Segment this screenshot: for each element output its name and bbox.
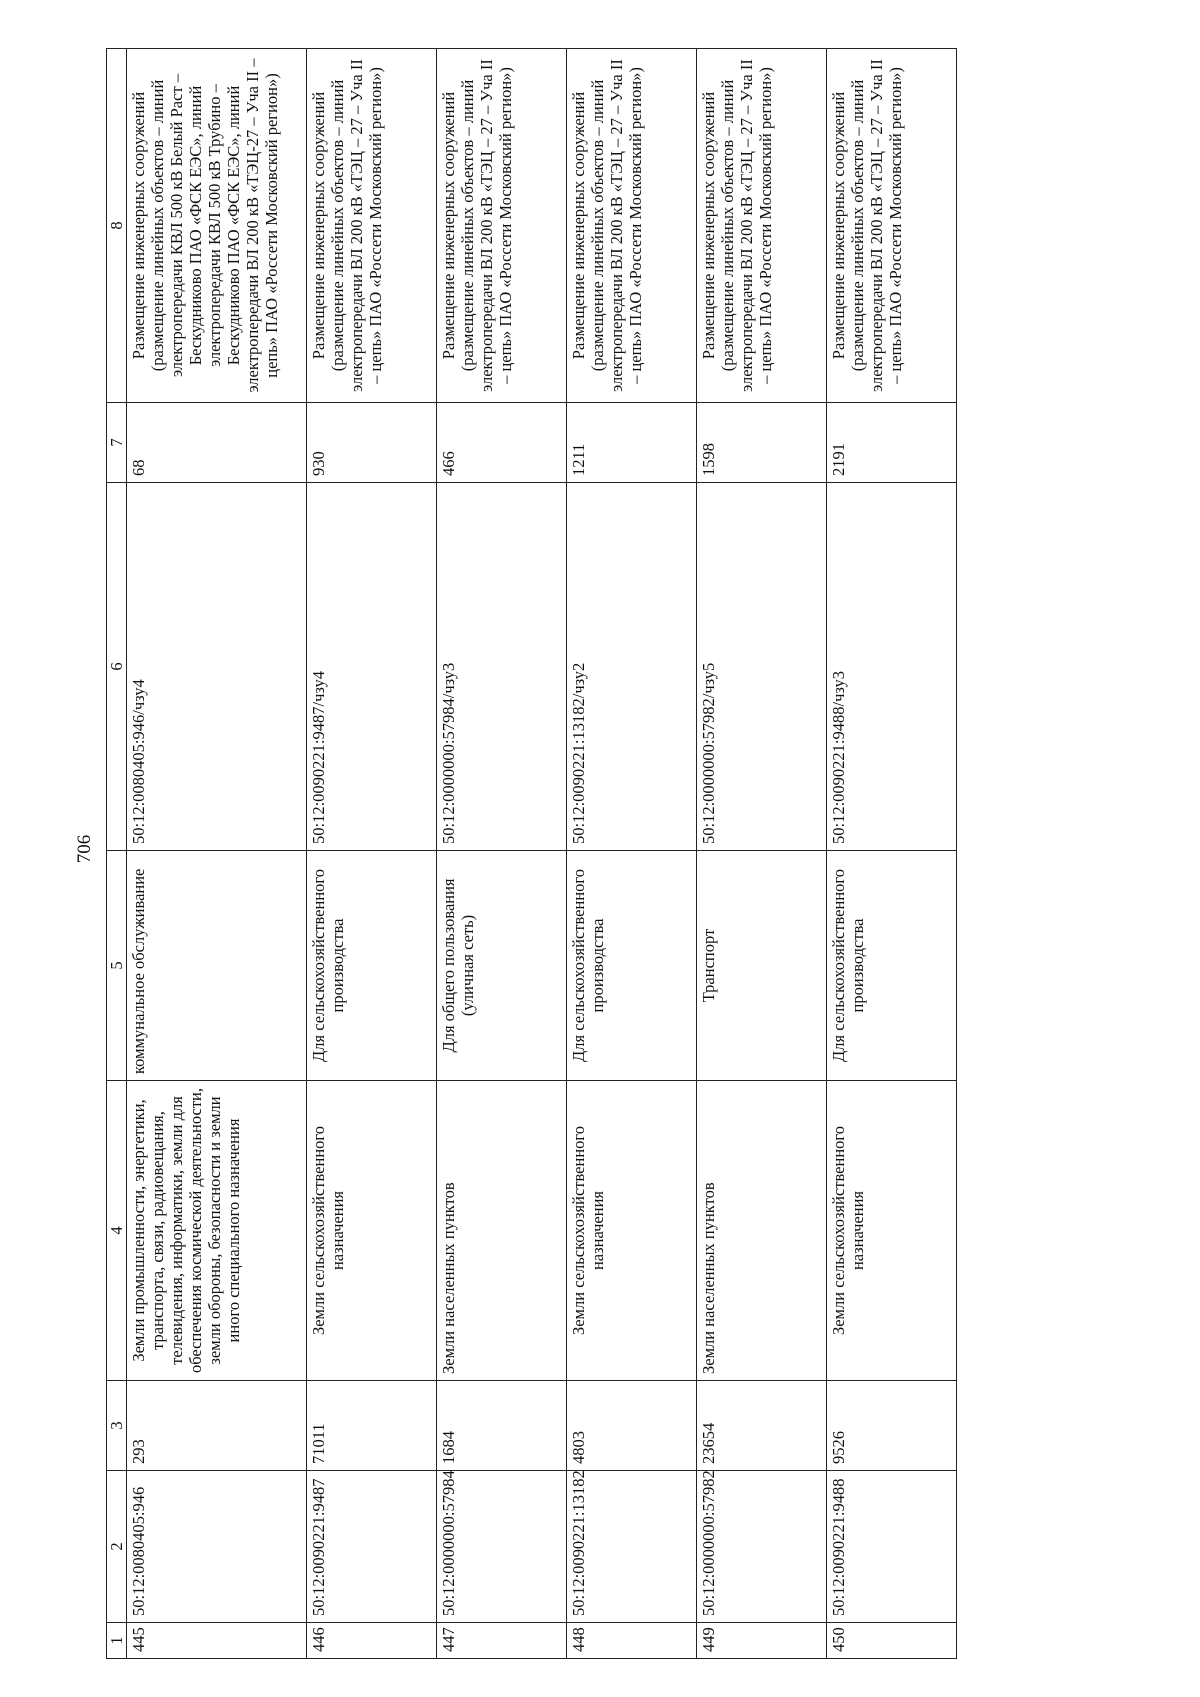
part-area-cell: 466 <box>437 403 567 483</box>
column-header: 3 <box>107 1381 127 1471</box>
cadastral-number-cell: 50:12:0090221:13182 <box>567 1471 697 1623</box>
row-number-cell: 445 <box>127 1623 307 1659</box>
table-row <box>127 49 307 1659</box>
land-category-cell: Земли промышленности, энергетики, транспорта, связи, радиовещания, телевидения, информатики, земли для обеспечения космической деятельности, земли обороны, безопасности и земли иного специального назначения <box>127 1081 307 1381</box>
area-cell: 9526 <box>827 1381 957 1471</box>
purpose-cell: Размещение инженерных сооружений (размещение линейных объектов – линий электропередачи ВЛ 200 кВ «ТЭЦ – 27 – Уча II – цепь» ПАО «Россети Московский регион») <box>307 49 437 403</box>
permitted-use-cell: Транспорт <box>697 851 827 1081</box>
part-area-cell: 1211 <box>567 403 697 483</box>
part-area-cell: 2191 <box>827 403 957 483</box>
table-row <box>437 49 567 1659</box>
page-number: 706 <box>74 834 95 864</box>
permitted-use-cell: Для сельскохозяйственного производства <box>567 851 697 1081</box>
cadastral-number-cell: 50:12:0090221:9488 <box>827 1471 957 1623</box>
land-category-cell: Земли сельскохозяйственного назначения <box>307 1081 437 1381</box>
land-category-cell: Земли населенных пунктов <box>697 1081 827 1381</box>
permitted-use-cell: Для сельскохозяйственного производства <box>827 851 957 1081</box>
part-number-cell: 50:12:0080405:946/чзу4 <box>127 483 307 851</box>
cadastral-number-cell: 50:12:0080405:946 <box>127 1471 307 1623</box>
purpose-cell: Размещение инженерных сооружений (размещение линейных объектов – линий электропередачи КВЛ 500 кВ Белый Раст – Бескудниково ПАО «ФСК ЕЭС», линий электропередачи КВЛ 500 кВ Трубино – Бескудниково ПАО «ФСК ЕЭС», линий электропередачи ВЛ 200 кВ «ТЭЦ-27 – Уча II – цепь» ПАО «Россети Московский регион») <box>127 49 307 403</box>
row-number-cell: 450 <box>827 1623 957 1659</box>
row-number-cell: 449 <box>697 1623 827 1659</box>
row-number-cell: 446 <box>307 1623 437 1659</box>
land-category-cell: Земли населенных пунктов <box>437 1081 567 1381</box>
column-header: 5 <box>107 851 127 1081</box>
permitted-use-cell: Для сельскохозяйственного производства <box>307 851 437 1081</box>
area-cell: 23654 <box>697 1381 827 1471</box>
purpose-cell: Размещение инженерных сооружений (размещение линейных объектов – линий электропередачи ВЛ 200 кВ «ТЭЦ – 27 – Уча II – цепь» ПАО «Россети Московский регион») <box>827 49 957 403</box>
land-plots-table <box>106 48 957 1659</box>
part-area-cell: 1598 <box>697 403 827 483</box>
table-row <box>307 49 437 1659</box>
part-area-cell: 68 <box>127 403 307 483</box>
area-cell: 293 <box>127 1381 307 1471</box>
part-number-cell: 50:12:0090221:9487/чзу4 <box>307 483 437 851</box>
cadastral-number-cell: 50:12:0000000:57984 <box>437 1471 567 1623</box>
column-header: 8 <box>107 49 127 403</box>
part-area-cell: 930 <box>307 403 437 483</box>
part-number-cell: 50:12:0000000:57982/чзу5 <box>697 483 827 851</box>
cadastral-number-cell: 50:12:0090221:9487 <box>307 1471 437 1623</box>
column-header: 2 <box>107 1471 127 1623</box>
table-row <box>827 49 957 1659</box>
purpose-cell: Размещение инженерных сооружений (размещение линейных объектов – линий электропередачи ВЛ 200 кВ «ТЭЦ – 27 – Уча II – цепь» ПАО «Россети Московский регион») <box>697 49 827 403</box>
part-number-cell: 50:12:0000000:57984/чзу3 <box>437 483 567 851</box>
column-header: 4 <box>107 1081 127 1381</box>
permitted-use-cell: Для общего пользования (уличная сеть) <box>437 851 567 1081</box>
land-category-cell: Земли сельскохозяйственного назначения <box>567 1081 697 1381</box>
rotated-content <box>60 29 1140 1669</box>
row-number-cell: 448 <box>567 1623 697 1659</box>
part-number-cell: 50:12:0090221:13182/чзу2 <box>567 483 697 851</box>
column-header: 6 <box>107 483 127 851</box>
permitted-use-cell: коммунальное обслуживание <box>127 851 307 1081</box>
part-number-cell: 50:12:0090221:9488/чзу3 <box>827 483 957 851</box>
purpose-cell: Размещение инженерных сооружений (размещение линейных объектов – линий электропередачи ВЛ 200 кВ «ТЭЦ – 27 – Уча II – цепь» ПАО «Россети Московский регион») <box>567 49 697 403</box>
cadastral-number-cell: 50:12:0000000:57982 <box>697 1471 827 1623</box>
area-cell: 1684 <box>437 1381 567 1471</box>
area-cell: 71011 <box>307 1381 437 1471</box>
land-category-cell: Земли сельскохозяйственного назначения <box>827 1081 957 1381</box>
table-row <box>697 49 827 1659</box>
column-header: 7 <box>107 403 127 483</box>
area-cell: 4803 <box>567 1381 697 1471</box>
column-header: 1 <box>107 1623 127 1659</box>
header-row <box>107 49 127 1659</box>
row-number-cell: 447 <box>437 1623 567 1659</box>
table-row <box>567 49 697 1659</box>
purpose-cell: Размещение инженерных сооружений (размещение линейных объектов – линий электропередачи ВЛ 200 кВ «ТЭЦ – 27 – Уча II – цепь» ПАО «Россети Московский регион») <box>437 49 567 403</box>
